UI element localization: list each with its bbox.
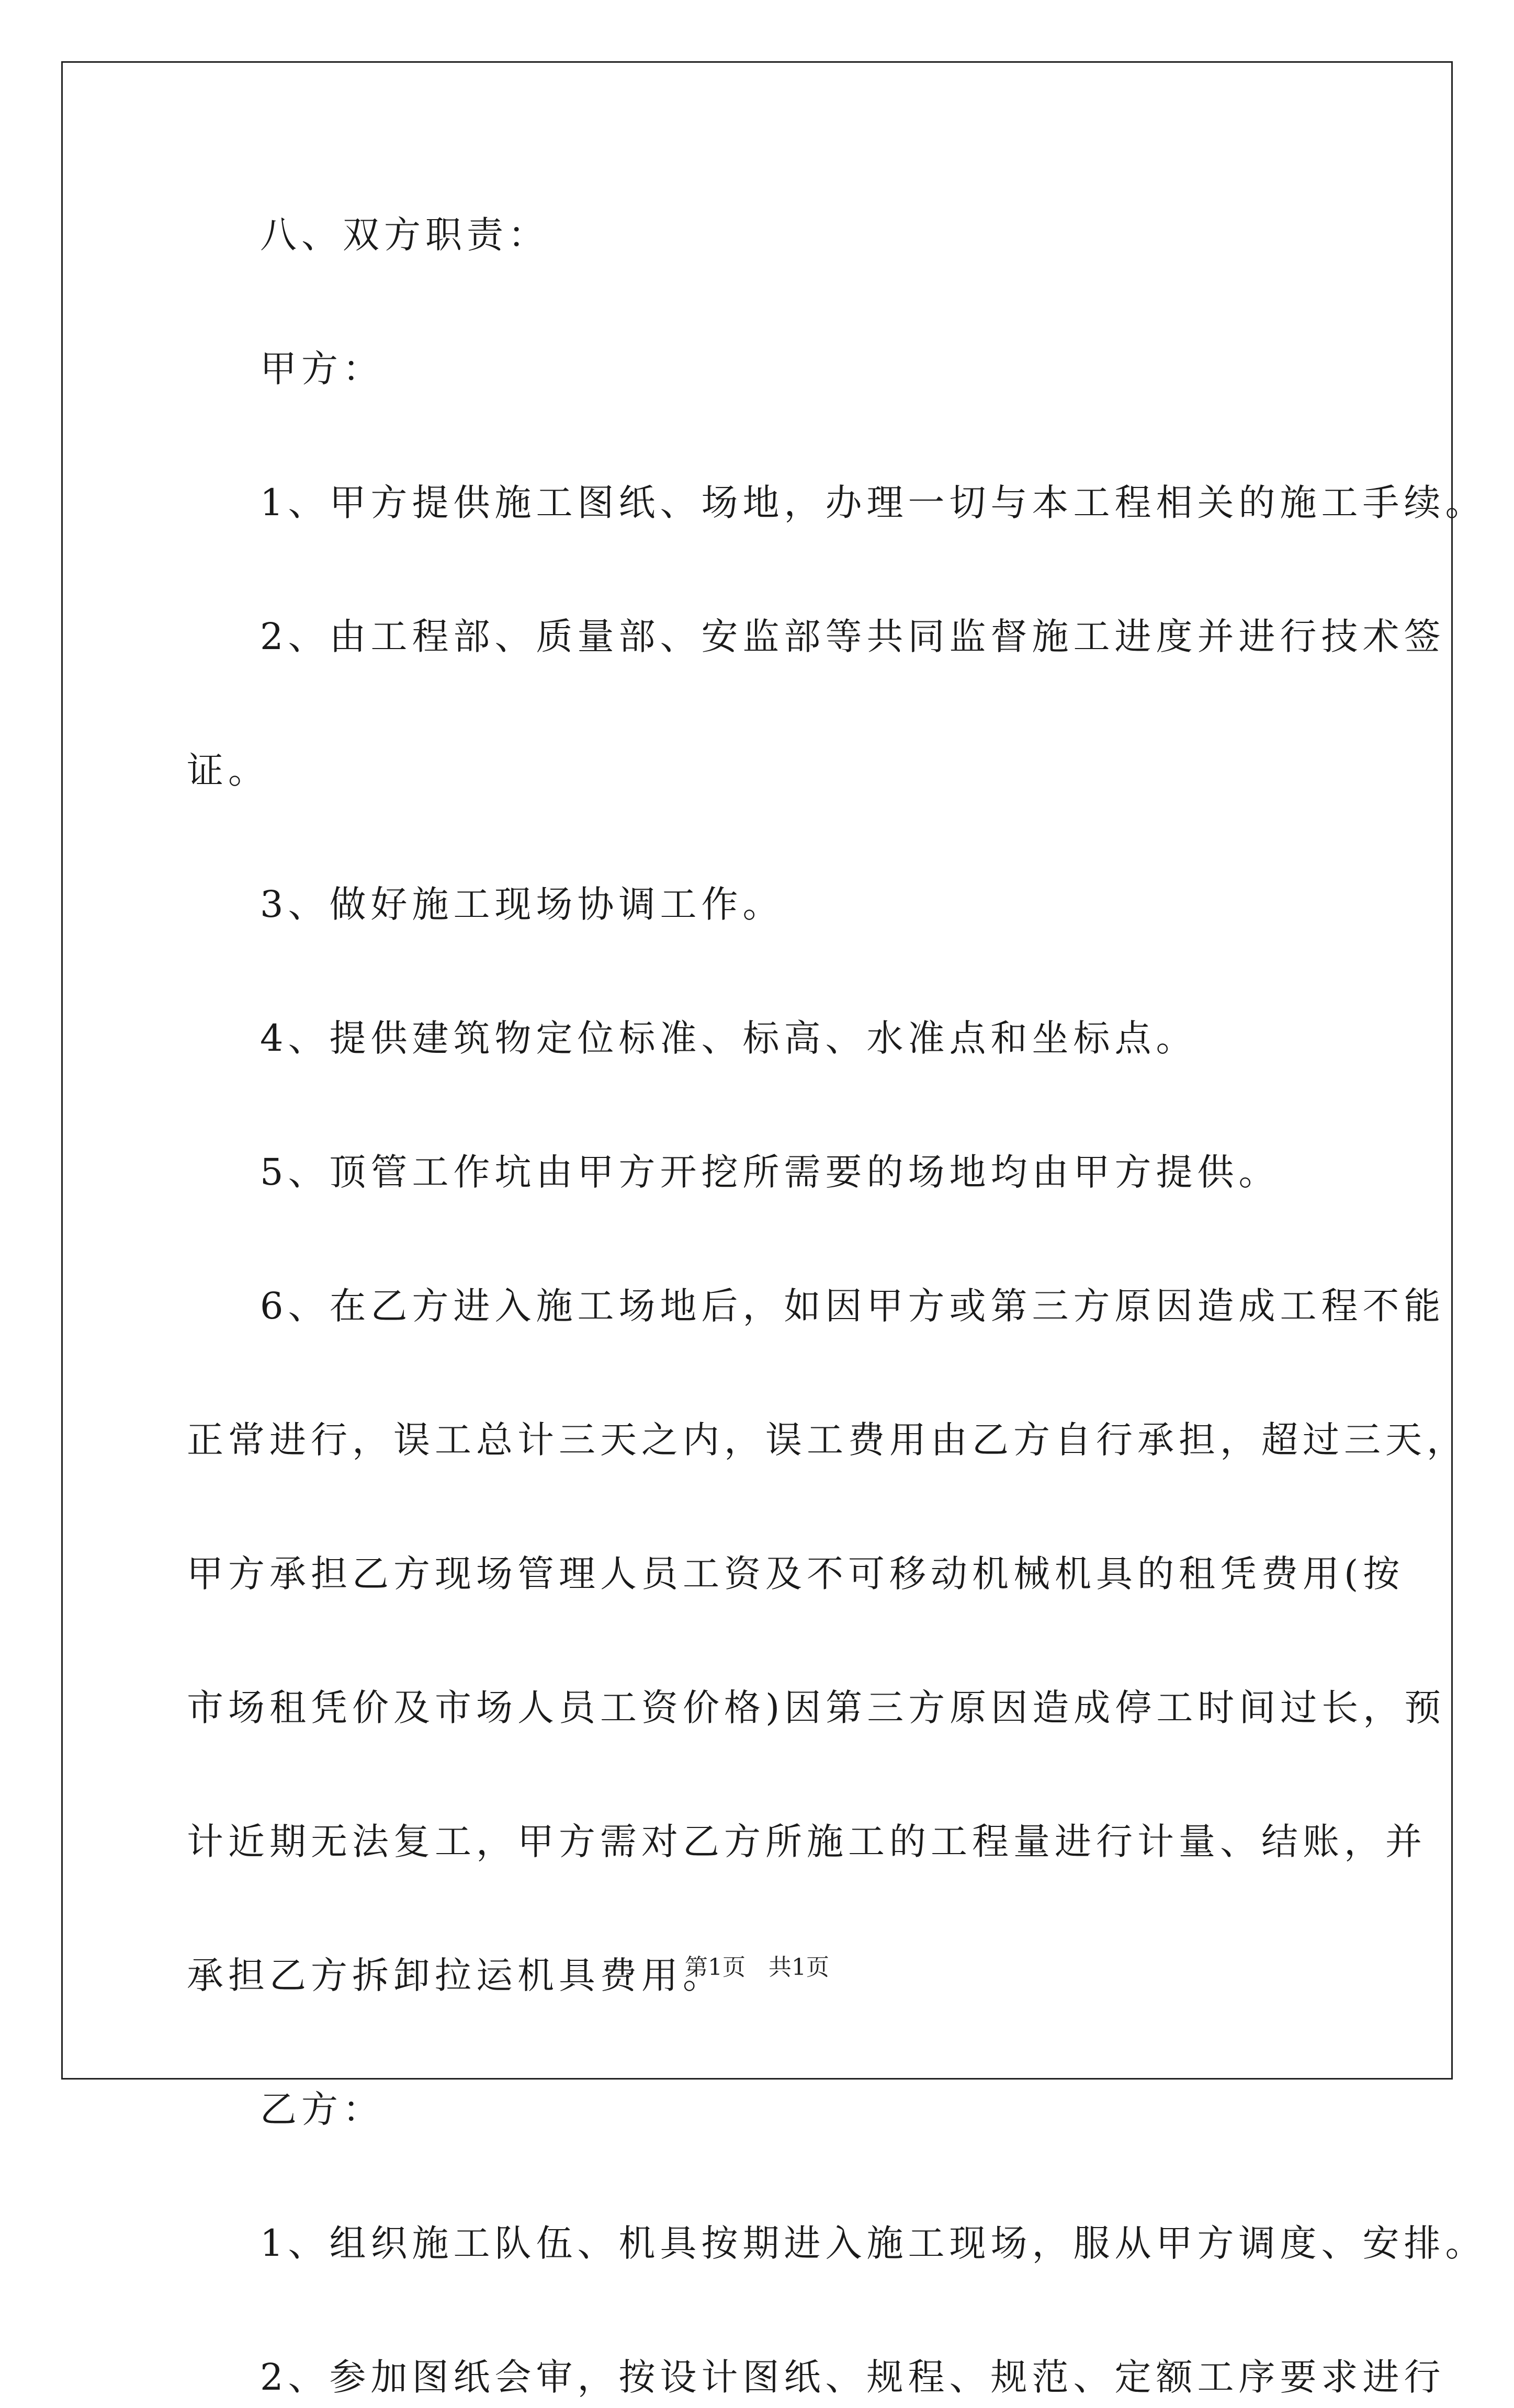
party-a-item-3: 3、做好施工现场协调工作。 — [260, 883, 784, 926]
party-b-item-2: 2、参加图纸会审，按设计图纸、规程、规范、定额工序要求进行 — [260, 2356, 1445, 2399]
party-a-item-2-line-1: 2、由工程部、质量部、安监部等共同监督施工进度并进行技术签 — [260, 615, 1445, 658]
party-a-item-6-line-3: 甲方承担乙方现场管理人员工资及不可移动机械机具的租凭费用(按 — [187, 1552, 1405, 1595]
party-a-item-6-line-4: 市场租凭价及市场人员工资价格)因第三方原因造成停工时间过长，预 — [187, 1686, 1446, 1729]
party-b-item-1: 1、组织施工队伍、机具按期进入施工现场，服从甲方调度、安排。 — [260, 2222, 1487, 2265]
section-heading: 八、双方职责： — [260, 213, 549, 256]
party-a-item-4: 4、提供建筑物定位标准、标高、水准点和坐标点。 — [260, 1017, 1197, 1060]
party-a-item-2-line-2: 证。 — [187, 749, 269, 792]
party-a-heading: 甲方： — [260, 347, 384, 390]
party-a-item-6-line-5: 计近期无法复工，甲方需对乙方所施工的工程量进行计量、结账，并 — [187, 1820, 1427, 1863]
party-a-item-6-line-1: 6、在乙方进入施工场地后，如因甲方或第三方原因造成工程不能 — [260, 1285, 1445, 1327]
party-b-heading: 乙方： — [260, 2088, 384, 2131]
party-a-item-6-line-6: 承担乙方拆卸拉运机具费用。 — [187, 1954, 724, 1997]
document-body — [187, 204, 1487, 2408]
page-number: 第1页 共1页 — [685, 1954, 829, 1981]
party-a-item-5: 5、顶管工作坑由甲方开挖所需要的场地均由甲方提供。 — [260, 1151, 1280, 1194]
party-a-item-6-line-2: 正常进行，误工总计三天之内，误工费用由乙方自行承担，超过三天， — [187, 1418, 1468, 1461]
party-a-item-1: 1、甲方提供施工图纸、场地，办理一切与本工程相关的施工手续。 — [260, 481, 1487, 524]
